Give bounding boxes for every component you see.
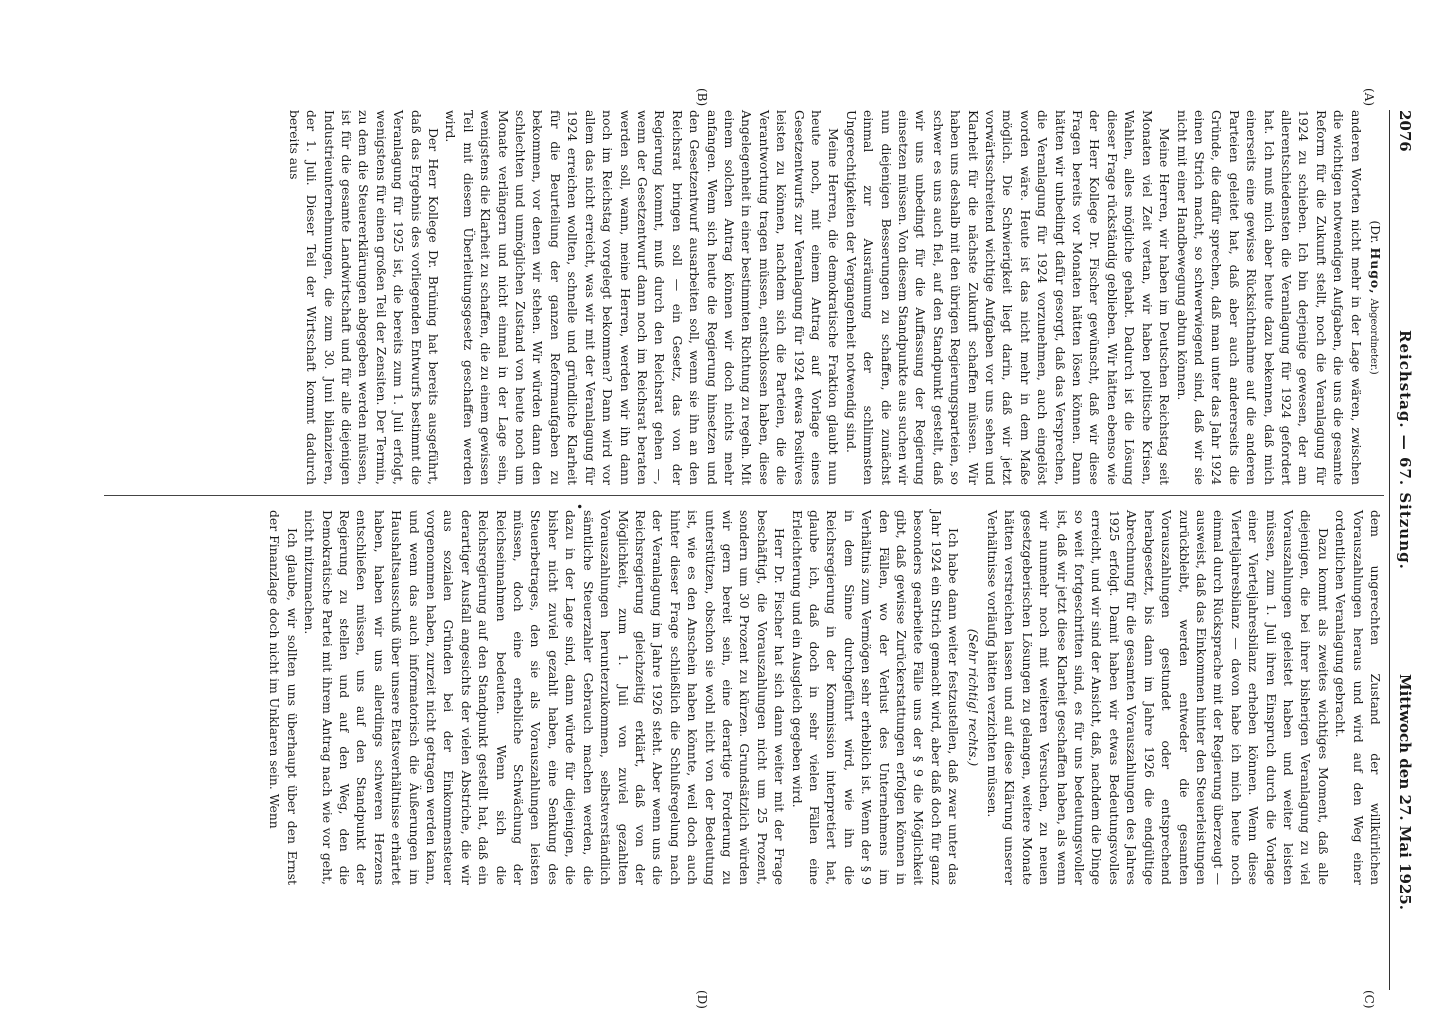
paragraph: dem ungerechten Zustand der willkürlichen Vorauszahlungen heraus und wird auf den Weg einer ordentlichen Veranlagung gebracht.: [1333, 510, 1383, 885]
header-title: Reichstag. — 67. Sitzung.: [1396, 330, 1414, 570]
paragraph: anderen Worten nicht mehr in der Lage wären, zwischen die wichtigen notwendigen Aufgaben, die uns die gesamte Reform für die Zukunft stellt, noch die Veranlagung für 1924 zu schieben. Ich bin derjenige gewesen, der am allerentschiedensten die Veranlagung für 1924 gefordert hat. Ich muß mich aber heute dazu bekennen, daß mich einerseits eine gewisse Rücksichtnahme auf die anderen Parteien geleitet hat, daß aber auch andererseits die Gründe, die dafür sprechen, daß man unter das Jahr 1924 einen Strich macht, so schwerwiegend sind, daß wir sie nicht mit einer Handbewegung abtun können.: [1174, 110, 1364, 485]
speaker-name: Hugo,: [1368, 247, 1383, 295]
margin-letter-c: (C): [1362, 990, 1376, 1009]
speaker-role: Abgeordneter.): [1368, 298, 1379, 375]
paragraph: Meine Herren, die demokratische Fraktion glaubt nun heute noch, mit einem Antrag auf Vorlage eines Gesetzentwurfs zur Veranlagung für 1924 etwas Positives leisten zu können, nachdem sich die Parteien, die die Verantwortung tragen müssen, entschlossen haben, diese Angelegenheit in einer bestimmten Richtung zu regeln. Mit einem solchen Antrag können wir doch nichts mehr anfangen. Wenn sich heute die Regierung hinsetzen und den Gesetzentwurf ausarbeiten soll, wenn sie ihn an den Reichsrat bringen soll — ein Gesetz, das von der Regierung kommt, muß durch den Reichsrat gehen —, wenn der Gesetzentwurf dann noch im Reichsrat beraten werden soll, wann, meine Herren, werden wir ihn dann noch im Reichstag vorgelegt bekommen? Dann wird vor allem das nicht erreicht, was wir mit der Veranlagung für 1924 erreichen wollten, schnelle und gründliche Klarheit für die Beurteilung der ganzen Reformaufgaben zu bekommen, vor denen wir stehen. Wir würden dann den schlechten und unmöglichen Zustand von heute noch um Monate verlängern und nicht einmal in der Lage sein, wenigstens die Klarheit zu schaffen, die zu einem gewissen Teil mit diesem Überleitungsgesetz geschaffen werden wird.: [443, 110, 842, 486]
header-rule: [1389, 110, 1390, 990]
paragraph: Ich habe dann weiter festzustellen, daß zwar unter das Jahr 1924 ein Strich gemacht wird, aber daß doch für ganz besonders gearbeitete Fälle uns der § 9 die Möglichkeit gibt, daß gewisse Zurückerstattungen erfolgen können in den Fällen, wo der Verlust des Unternehmens im Verhältnis zum Vermögen sehr erheblich ist. Wenn der § 9 in dem Sinne durchgeführt wird, wie ihn die Reichsregierung in der Kommission interpretiert hat, glaube ich, daß doch in sehr vielen Fällen eine Erleichterung und ein Ausgleich gegeben wird.: [789, 510, 962, 885]
speaker-line: (Dr. Hugo, Abgeordneter.): [1368, 220, 1383, 375]
paragraph: Meine Herren, wir haben im Deutschen Reichstag seit Monaten viel Zeit vertan, wir haben politische Krisen, Wahlen, alles mögliche gehabt. Dadurch ist die Lösung dieser Frage rückständig geblieben. Wir hätten ebenso wie der Herr Kollege Dr. Fischer gewünscht, daß wir diese Fragen bereits vor Monaten hätten lösen können. Dann hätten wir unbedingt dafür gesorgt, daß das Versprechen, die Veranlagung für 1924 vorzunehmen, auch eingelöst worden wäre. Heute ist das nicht mehr in dem Maße möglich. Die Schwierigkeit liegt darin, daß wir jetzt vorwärtsschreitend wichtige Aufgaben vor uns sehen und Klarheit für die nächste Zukunft schaffen müssen. Wir haben uns deshalb mit den übrigen Regierungsparteien, so schwer es uns auch fiel, auf den Standpunkt gestellt, daß wir uns unbedingt für die Auffassung der Regierung einsetzen müssen. Von diesem Standpunkte aus suchen wir nun diejenigen Besserungen zu schaffen, die zunächst einmal zur Ausräumung der schlimmsten Ungerechtigkeiten der Vergangenheit notwendig sind.: [843, 110, 1173, 485]
paragraph: Der Herr Kollege Dr. Brüning hat bereits ausgeführt, daß das Ergebnis des vorliegenden Entwurfs bestimmt die Veranlagung für 1925 ist, die bereits zum 1. Juli erfolgt, wenigstens für einen großen Teil der Zensiten. Der Termin, zu dem die Steuererklärungen abgegeben werden müssen, ist für die gesamte Landwirtschaft und für alle diejenigen Industrieunternehmungen, die zum 30. Juni bilanzieren, der 1. Juli. Dieser Teil der Wirtschaft kommt dadurch bereits aus: [286, 110, 442, 485]
paragraph: Ich glaube, wir sollten uns überhaupt über den Ernst der Finanzlage doch nicht im Unklaren sein. Wenn: [267, 510, 300, 885]
applause-note: (Sehr richtig! rechts.): [965, 628, 981, 767]
page-header: [1390, 110, 1414, 910]
margin-letter-b: (B): [695, 88, 709, 107]
page-number: 2076: [1396, 110, 1414, 152]
margin-dot: •: [572, 503, 586, 511]
margin-letter-d: (D): [695, 990, 709, 1009]
header-date: Mittwoch den 27. Mai 1925.: [1396, 673, 1414, 910]
paragraph: Herr Dr. Fischer hat sich dann weiter mit der Frage beschäftigt, die Vorauszahlungen nicht um 25 Prozent, sondern um 30 Prozent zu kürzen. Grundsätzlich würden wir gern bereit sein, eine derartige Forderung zu unterstützen, obschon sie wohl nicht von der Bedeutung ist, wie es den Anschein haben könnte, weil doch auch hinter dieser Frage schließlich die Schlußregelung nach der Veranlagung im Jahre 1926 steht. Aber wenn uns die Reichsregierung gleichzeitig erklärt, daß von der Möglichkeit, zum 1. Juli von zuviel gezahlten Vorauszahlungen herunterzukommen, selbstverständlich sämtliche Steuerzahler Gebrauch machen werden, die dazu in der Lage sind, dann würde für diejenigen, die bisher nicht zuviel gezahlt haben, eine Senkung des Steuerbetrages, den sie als Vorauszahlungen leisten müssen, doch eine erhebliche Schwächung der Reichseinnahmen bedeuten. Wenn sich die Reichsregierung auf den Standpunkt gestellt hat, daß ein derartiger Ausfall angesichts der vielen Abstriche, die wir aus sozialen Gründen bei der Einkommensteuer vorgenommen haben, zurzeit nicht getragen werden kann, und wenn das auch informatorisch die Äußerungen im Haushaltsausschuß über unsere Etatsverhältnisse erhärtet haben, haben wir uns allerdings schweren Herzens entschließen müssen, uns auf den Standpunkt der Regierung zu stellen und auf den Weg, den die Demokratische Partei mit ihrem Antrag nach wie vor geht, nicht mitzumachen.: [302, 510, 788, 885]
margin-letter-a: (A): [1362, 88, 1376, 107]
paragraph: Dazu kommt als zweites wichtiges Moment, daß alle diejenigen, die bei ihrer bisherigen Veranlagung zu viel Vorauszahlungen geleistet haben und weiter leisten müssen, zum 1. Juli ihren Einspruch durch die Vorlage einer Vierteljahresbilanz erheben können. Wenn diese Vierteljahresbilanz — davon habe ich mich heute noch einmal durch Rücksprache mit der Regierung überzeugt — ausweist, daß das Einkommen hinter den Steuerleistungen zurückbleibt, werden entweder die gesamten Vorauszahlungen gestundet oder entsprechend herabgesetzt, bis dann im Jahre 1926 die endgültige Abrechnung für die gesamten Vorauszahlungen des Jahres 1925 erfolgt. Damit haben wir etwas Bedeutungsvolles erreicht, und wir sind der Ansicht, daß, nachdem die Dinge so weit fortgeschritten sind, es für uns bedeutungsvoller ist, daß wir jetzt diese Klarheit geschaffen haben, als wenn wir nunmehr noch mit weiteren Versuchen, zu neuen gesetzgeberischen Lösungen zu gelangen, weitere Monate hätten verstreichen lassen und auf diese Klärung unserer Verhältnisse vorläufig hätten verzichten müssen.: [985, 510, 1331, 885]
column-divider: [104, 495, 1384, 496]
left-column: [285, 110, 1384, 485]
right-column: [266, 510, 1384, 885]
